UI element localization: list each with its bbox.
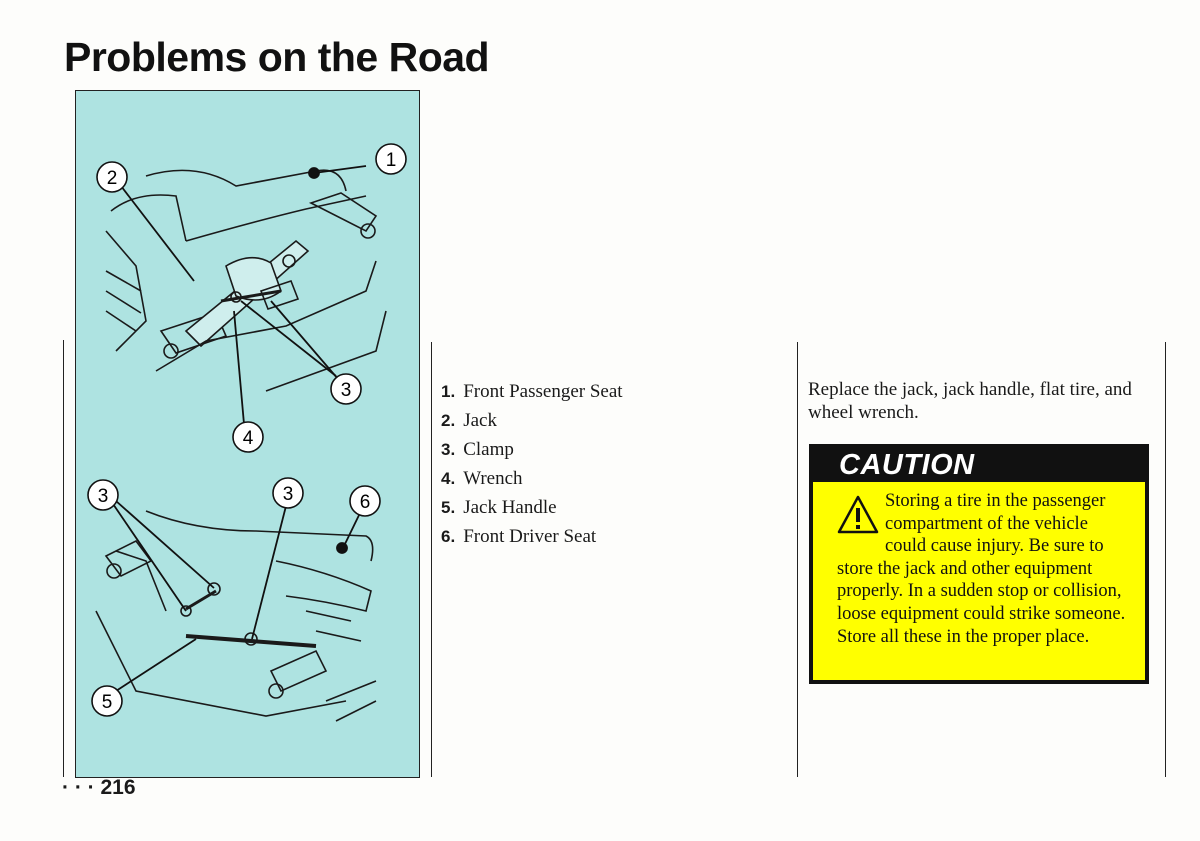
page-number: · · · 216 [62, 776, 136, 799]
caution-body [837, 490, 1133, 648]
illustration-drawing [76, 78, 421, 779]
figure-callouts: 1 2 3 3 4 3 3 6 5 [88, 144, 406, 716]
center-column-rule-left [431, 342, 432, 777]
callout-number: 5 [101, 692, 113, 713]
callout-number: 6 [359, 492, 371, 513]
callout-number: 3 [340, 380, 352, 401]
list-item [441, 522, 623, 551]
legend-number: 3. [441, 440, 456, 459]
list-item [441, 464, 623, 493]
legend-number: 6. [441, 527, 456, 546]
callout-3-upper [331, 374, 361, 404]
callout-number: 3 [282, 484, 294, 505]
legend-label: Front Driver Seat [463, 526, 597, 547]
callout-number: 1 [385, 150, 397, 171]
legend-label: Front Passenger Seat [463, 381, 623, 402]
callout-3-lower-left [88, 480, 118, 510]
center-column-rule-right [797, 342, 798, 777]
legend-number: 1. [441, 382, 456, 401]
callout-2 [97, 162, 127, 192]
callout-3-lower-middle [273, 478, 303, 508]
jack-storage-illustration [75, 78, 420, 778]
legend-label: Jack [463, 410, 497, 431]
legend-label: Wrench [463, 468, 523, 489]
legend-label: Clamp [463, 439, 514, 460]
caution-heading: CAUTION [813, 448, 1145, 482]
callout-4 [233, 422, 263, 452]
callout-number: 4 [242, 428, 254, 449]
legend-number: 4. [441, 469, 456, 488]
legend-label: Jack Handle [463, 497, 557, 518]
warning-triangle-icon [837, 494, 879, 536]
list-item [441, 406, 623, 435]
legend-number: 2. [441, 411, 456, 430]
list-item [441, 493, 623, 522]
caution-text: Storing a tire in the passenger compartment of the vehicle could cause injury. Be sure to store the jack and other equipment properly. In a sudden stop or collision, loose equipment could strike someone. Store all these in the proper place. [837, 491, 1126, 647]
list-item [441, 377, 623, 406]
caution-box [809, 444, 1149, 684]
callout-number: 3 [97, 486, 109, 507]
legend-number: 5. [441, 498, 456, 517]
callout-5 [92, 686, 122, 716]
callout-6 [350, 486, 380, 516]
right-column-rule [1165, 342, 1166, 777]
callout-number: 2 [106, 168, 118, 189]
parts-legend [441, 377, 623, 551]
callout-1 [376, 144, 406, 174]
list-item [441, 435, 623, 464]
instructions-text: Replace the jack, jack handle, flat tire, and wheel wrench. [808, 379, 1132, 423]
page-title: Problems on the Road [64, 34, 490, 80]
left-column-rule [63, 340, 64, 777]
